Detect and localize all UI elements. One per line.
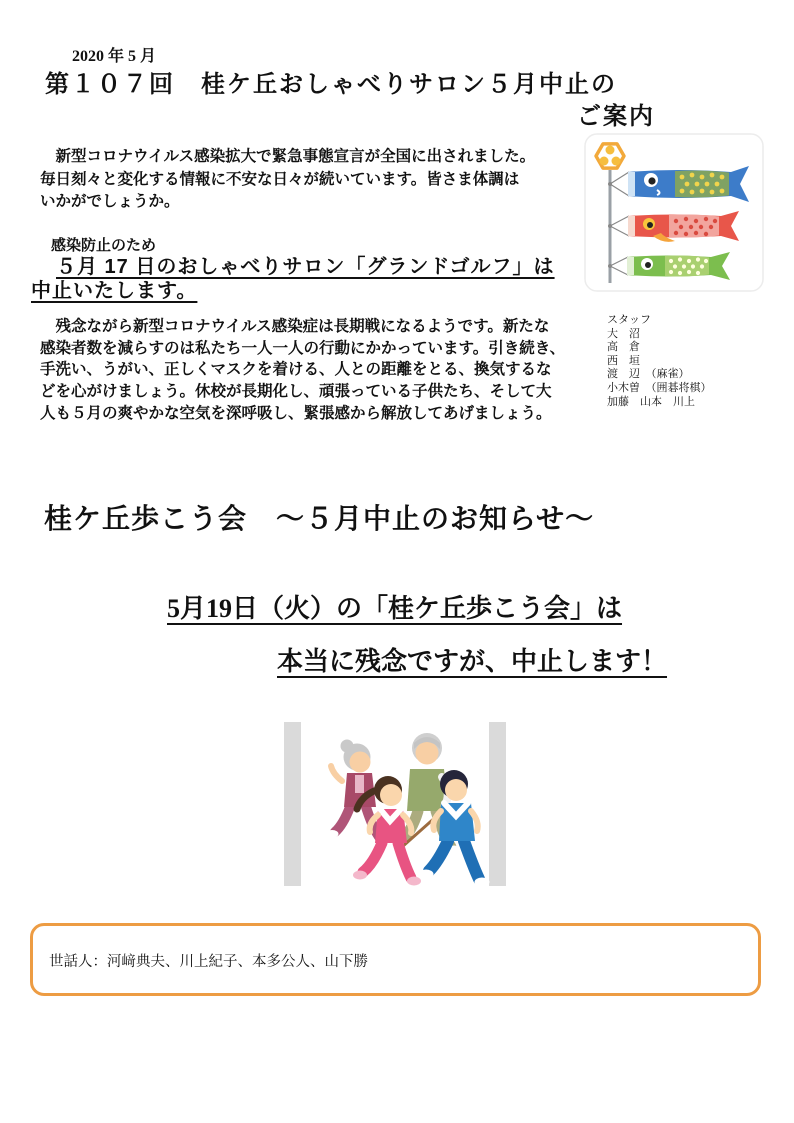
walk-section-headline: 桂ケ丘歩こう会 ～５月中止のお知らせ～ [44,503,595,534]
organizers-box [30,923,761,996]
walk-cancel-line2: 本当に残念ですが、中止します！ [277,647,668,676]
staff-member: 大 沼 [607,327,640,340]
body-line: 残念ながら新型コロナウイルス感染症は長期戦になるようです。新たな [40,318,550,335]
koinobori-carp-streamers-image [583,130,768,295]
intro-line: いかがでしょうか。 [40,193,180,210]
staff-list [607,314,712,409]
four-people-walking-image [284,719,506,891]
walk-cancel-line1: 5月19日（火）の「桂ケ丘歩こう会」は [167,594,623,623]
staff-heading: スタッフ [607,314,651,326]
walking-people-illustration [284,719,506,896]
staff-member: 高 倉 [607,341,640,354]
body-paragraph [40,316,565,425]
intro-line: 毎日刻々と変化する情報に不安な日々が続いています。皆さま体調は [40,170,520,188]
body-line: 人も５月の爽やかな空気を深呼吸し、緊張感から解放してあげましょう。 [40,404,552,422]
staff-member: 渡 辺 （麻雀） [607,368,690,381]
notice-cancel-line2: 中止いたします。 [31,280,198,302]
page-title-line1: 第１０７回 桂ケ丘おしゃべりサロン５月中止の [45,71,617,98]
body-line: 手洗い、うがい、正しくマスクを着ける、人との距離をとる、換気するな [40,361,552,379]
notice-cancel-line1: ５月 17 日のおしゃべりサロン「グランドゴルフ」は [56,256,555,278]
staff-member: 西 垣 [607,354,640,367]
staff-member: 加藤 山本 川上 [607,395,695,408]
staff-member: 小木曽 （囲碁将棋） [607,381,712,394]
body-line: 感染者数を減らすのは私たち一人一人の行動にかかっています。引き続き、 [40,339,566,357]
notice-lead: 感染防止のため [51,237,157,254]
koinobori-illustration [583,130,768,300]
page-title-line2: ご案内 [577,103,655,130]
body-line: どを心がけましょう。休校が長期化し、頑張っている子供たち、そして大 [40,383,552,401]
intro-paragraph [40,146,535,214]
intro-line: 新型コロナウイルス感染拡大で緊急事態宣言が全国に出されました。 [40,148,536,165]
date-header: 2020 年 5 月 [72,48,157,65]
organizers-text: 世話人：河﨑典夫、川上紀子、本多公人、山下勝 [49,954,368,970]
